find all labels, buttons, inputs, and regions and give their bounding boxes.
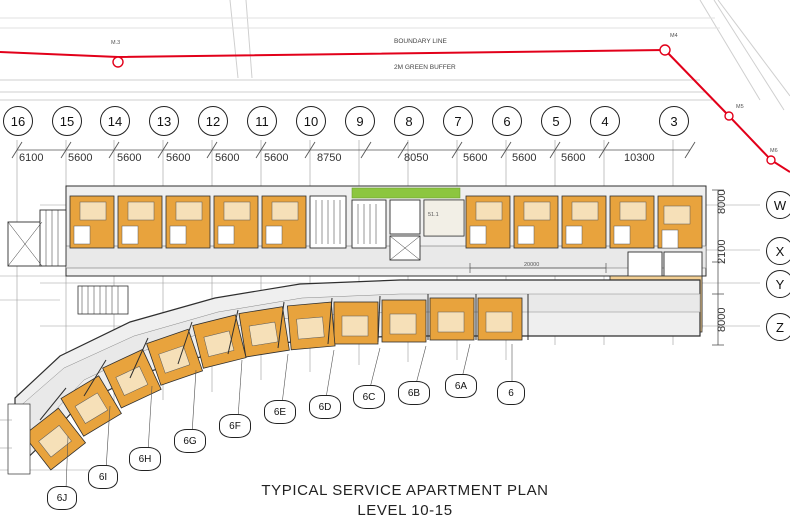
grid-bubble-5: 5	[541, 106, 571, 136]
dimension-20000: 20000	[524, 262, 540, 268]
green-buffer-strip	[352, 188, 460, 198]
grid-bubble-15: 15	[52, 106, 82, 136]
unit-label-6a: 6A	[445, 374, 477, 398]
dimension-5600-d: 5600	[215, 152, 240, 164]
grid-bubble-6: 6	[492, 106, 522, 136]
dimension-8000-bottom: 8000	[716, 307, 728, 332]
boundary-node-label-m3: M.3	[111, 40, 121, 46]
dimension-5600-h: 5600	[561, 152, 586, 164]
drawing-title-line2: LEVEL 10-15	[357, 502, 453, 519]
dimension-5600-f: 5600	[463, 152, 488, 164]
green-buffer-label: 2M GREEN BUFFER	[394, 64, 456, 71]
boundary-node-label-m4: M4	[670, 33, 678, 39]
dimension-5600-g: 5600	[512, 152, 537, 164]
unit-label-6h: 6H	[129, 447, 161, 471]
grid-bubble-14: 14	[100, 106, 130, 136]
dimension-5600-b: 5600	[117, 152, 142, 164]
unit-label-6: 6	[497, 381, 525, 405]
unit-label-6g: 6G	[174, 429, 206, 453]
grid-bubble-z: Z	[766, 313, 790, 341]
unit-label-6e: 6E	[264, 400, 296, 424]
boundary-node-label-m6: M6	[770, 148, 778, 154]
grid-bubble-11: 11	[247, 106, 277, 136]
grid-bubble-13: 13	[149, 106, 179, 136]
unit-label-6d: 6D	[309, 395, 341, 419]
boundary-line-label: BOUNDARY LINE	[394, 38, 447, 45]
grid-bubble-12: 12	[198, 106, 228, 136]
grid-bubble-16: 16	[3, 106, 33, 136]
dimension-8000-top: 8000	[716, 189, 728, 214]
dimension-5600-a: 5600	[68, 152, 93, 164]
grid-bubble-10: 10	[296, 106, 326, 136]
dimension-2100: 2100	[716, 239, 728, 264]
dimension-5600-e: 5600	[264, 152, 289, 164]
dimension-10300: 10300	[624, 152, 655, 164]
grid-bubble-7: 7	[443, 106, 473, 136]
unit-label-6j: 6J	[47, 486, 77, 510]
unit-label-6b: 6B	[398, 381, 430, 405]
unit-label-6i: 6I	[88, 465, 118, 489]
grid-bubble-3: 3	[659, 106, 689, 136]
lift-note: 51.1	[428, 212, 439, 218]
dimension-5600-c: 5600	[166, 152, 191, 164]
dimension-8050: 8050	[404, 152, 429, 164]
dimension-8750: 8750	[317, 152, 342, 164]
grid-bubble-x: X	[766, 237, 790, 265]
grid-bubble-w: W	[766, 191, 790, 219]
grid-bubble-8: 8	[394, 106, 424, 136]
grid-bubble-y: Y	[766, 270, 790, 298]
drawing-title-line1: TYPICAL SERVICE APARTMENT PLAN	[261, 482, 549, 499]
unit-label-6f: 6F	[219, 414, 251, 438]
boundary-node-label-m5: M5	[736, 104, 744, 110]
grid-bubble-9: 9	[345, 106, 375, 136]
dimension-6100: 6100	[19, 152, 44, 164]
grid-bubble-4: 4	[590, 106, 620, 136]
unit-label-6c: 6C	[353, 385, 385, 409]
